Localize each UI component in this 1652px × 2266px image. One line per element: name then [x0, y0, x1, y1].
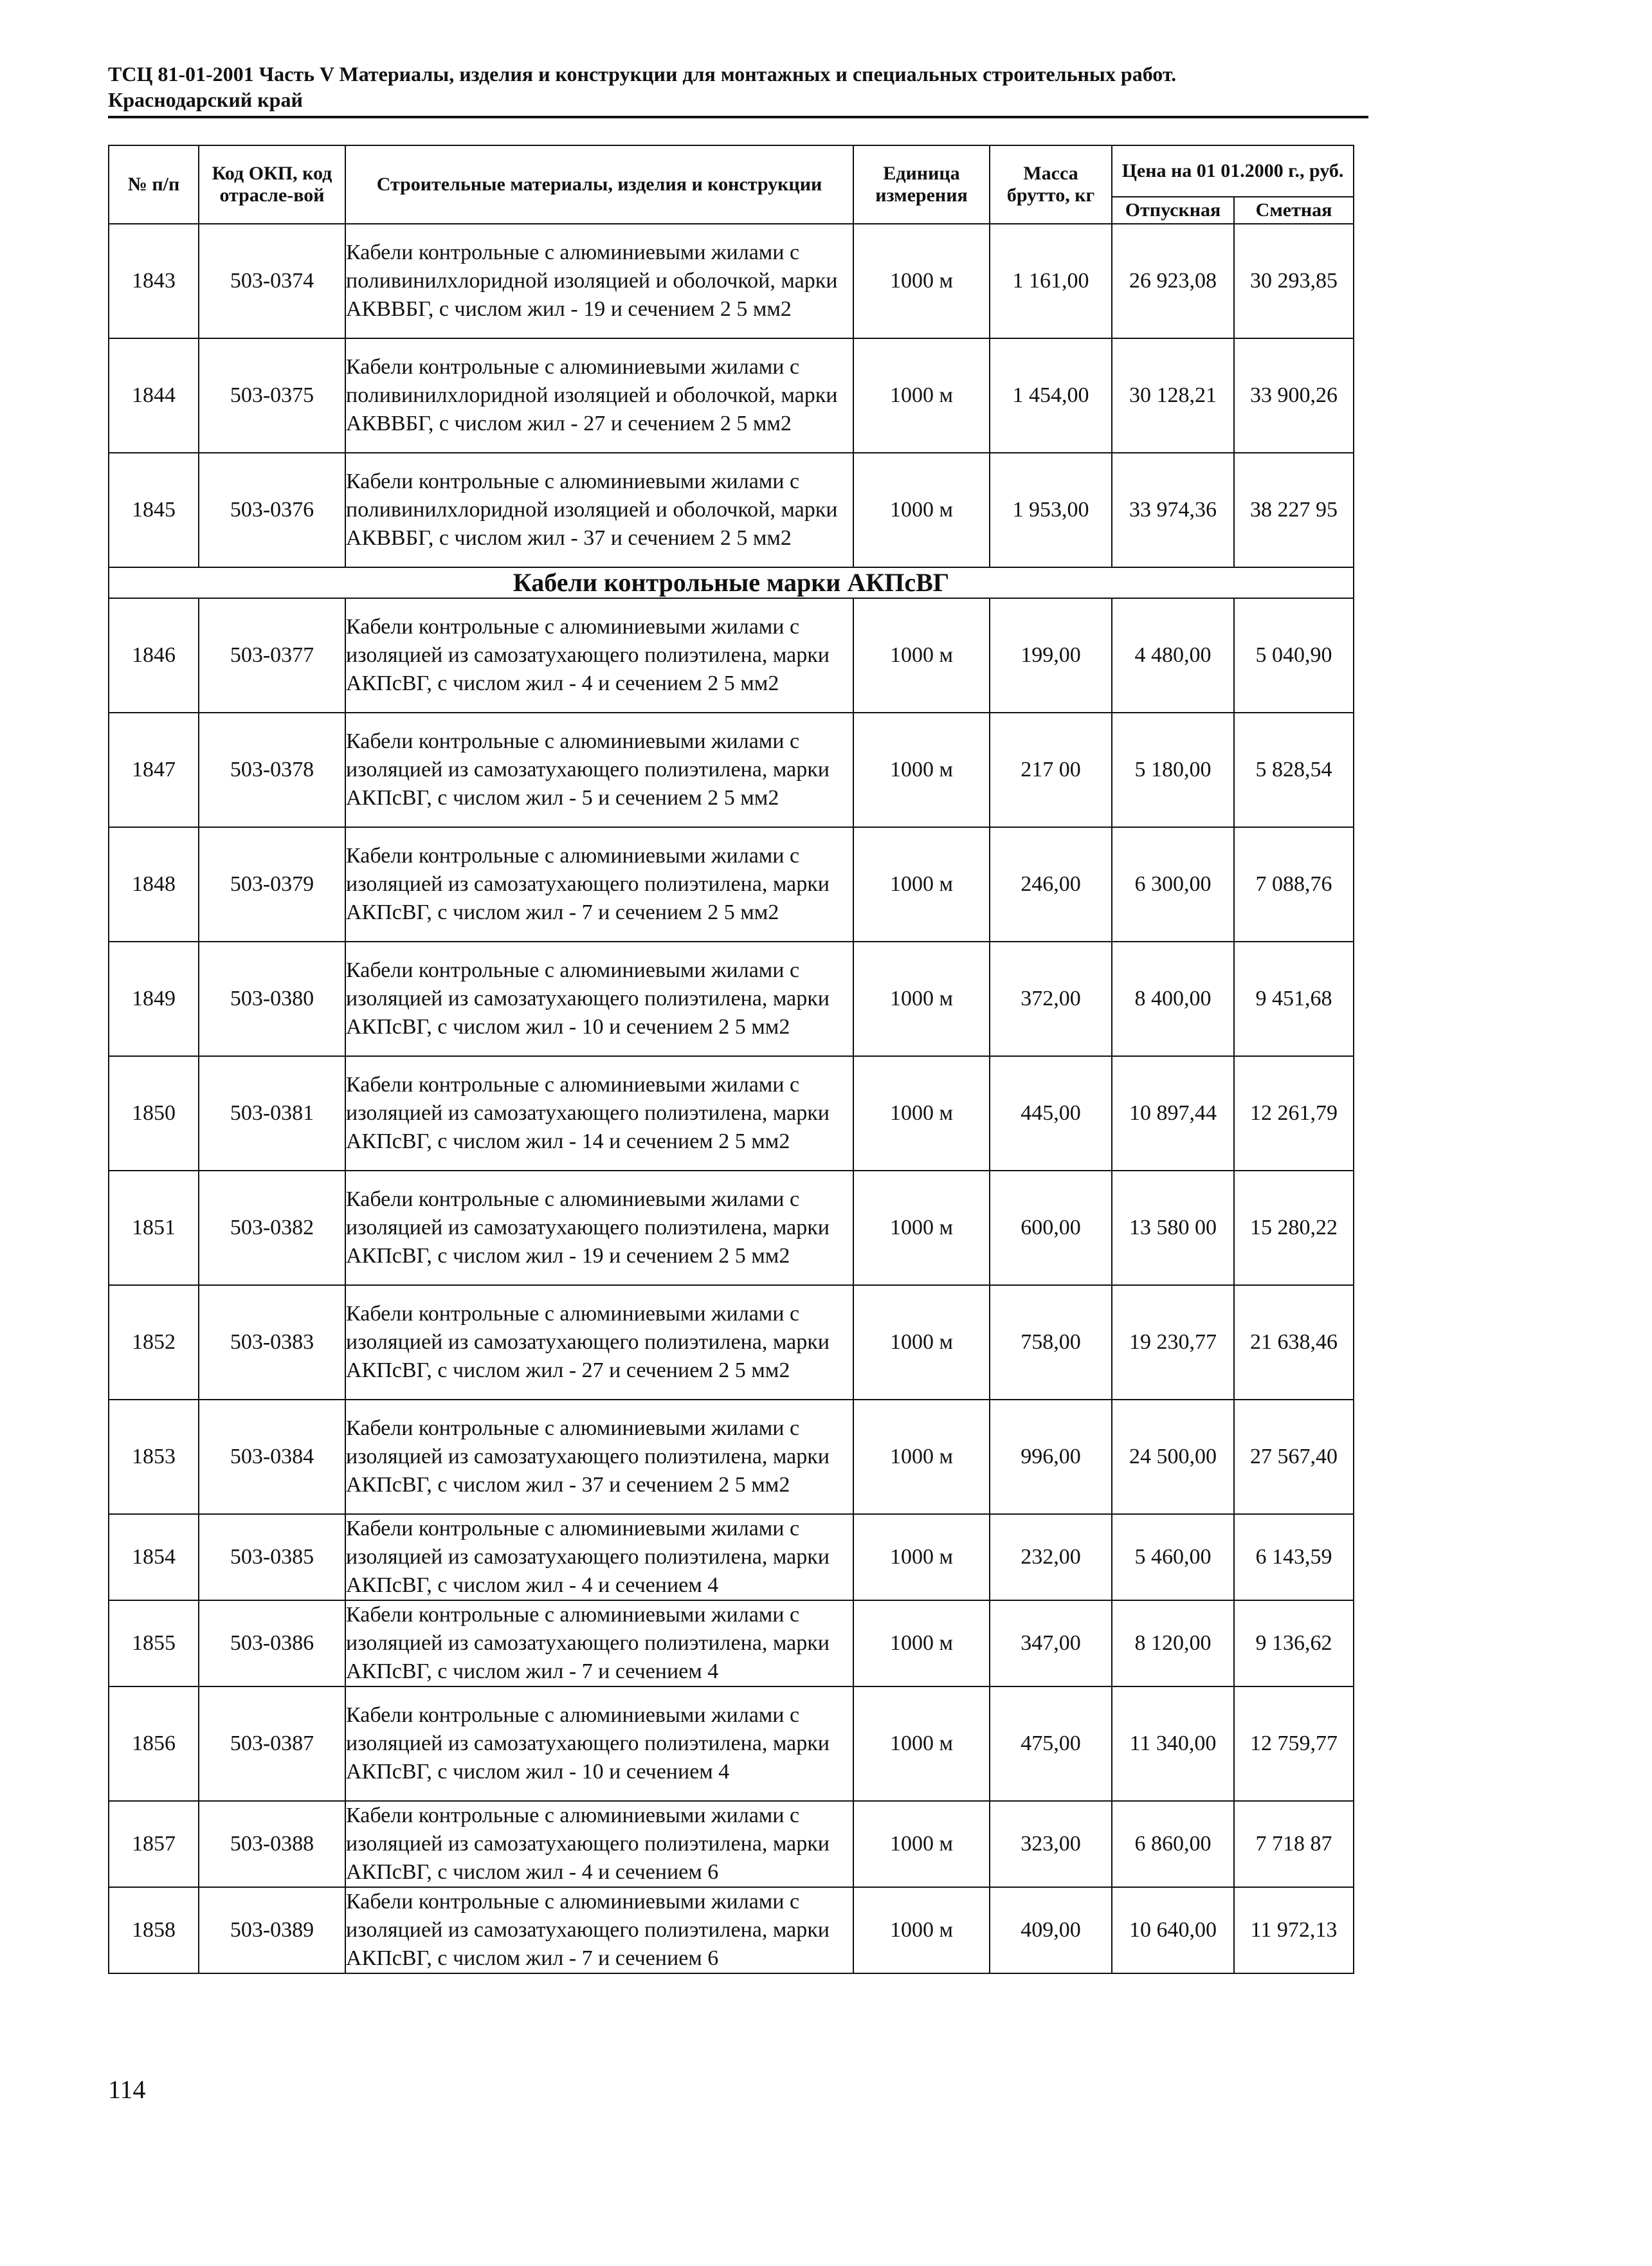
row-estimate-price: 9 136,62: [1234, 1600, 1354, 1686]
row-release-price: 6 300,00: [1112, 827, 1234, 942]
row-estimate-price: 15 280,22: [1234, 1171, 1354, 1285]
table-row: [109, 1285, 1354, 1400]
table-row: [109, 1600, 1354, 1686]
col-header-estimate: Сметная: [1234, 197, 1354, 224]
row-mass: 1 161,00: [990, 224, 1112, 338]
row-mass: 199,00: [990, 598, 1112, 713]
header-region: Краснодарский край: [108, 88, 303, 111]
row-number: 1851: [109, 1171, 199, 1285]
row-mass: 445,00: [990, 1056, 1112, 1171]
col-header-unit: Единица измерения: [853, 145, 990, 224]
row-description: Кабели контрольные с алюминиевыми жилами с изоляцией из самозатухающего полиэтилена, марки АКПсВГ, с числом жил - 27 и сечением 2 5 мм2: [345, 1285, 853, 1400]
table-row: [109, 453, 1354, 567]
row-unit: 1000 м: [853, 453, 990, 567]
row-code: 503-0387: [199, 1686, 345, 1801]
row-estimate-price: 30 293,85: [1234, 224, 1354, 338]
row-mass: 409,00: [990, 1887, 1112, 1973]
row-description: Кабели контрольные с алюминиевыми жилами с изоляцией из самозатухающего полиэтилена, марки АКПсВГ, с числом жил - 37 и сечением 2 5 мм2: [345, 1400, 853, 1514]
row-unit: 1000 м: [853, 1400, 990, 1514]
row-code: 503-0381: [199, 1056, 345, 1171]
row-code: 503-0384: [199, 1400, 345, 1514]
row-code: 503-0380: [199, 942, 345, 1056]
table-row: [109, 942, 1354, 1056]
row-unit: 1000 м: [853, 1600, 990, 1686]
row-estimate-price: 21 638,46: [1234, 1285, 1354, 1400]
row-description: Кабели контрольные с алюминиевыми жилами с изоляцией из самозатухающего полиэтилена, марки АКПсВГ, с числом жил - 4 и сечением 2 5 мм2: [345, 598, 853, 713]
row-release-price: 24 500,00: [1112, 1400, 1234, 1514]
row-description: Кабели контрольные с алюминиевыми жилами с изоляцией из самозатухающего полиэтилена, марки АКПсВГ, с числом жил - 4 и сечением 4: [345, 1514, 853, 1600]
row-unit: 1000 м: [853, 224, 990, 338]
header-rule: [108, 116, 1368, 118]
table-row: [109, 1686, 1354, 1801]
row-mass: 1 953,00: [990, 453, 1112, 567]
row-mass: 600,00: [990, 1171, 1112, 1285]
row-number: 1847: [109, 713, 199, 827]
row-mass: 246,00: [990, 827, 1112, 942]
row-code: 503-0386: [199, 1600, 345, 1686]
row-release-price: 13 580 00: [1112, 1171, 1234, 1285]
row-estimate-price: 9 451,68: [1234, 942, 1354, 1056]
row-code: 503-0374: [199, 224, 345, 338]
table-section: [109, 567, 1354, 598]
row-number: 1853: [109, 1400, 199, 1514]
row-estimate-price: 33 900,26: [1234, 338, 1354, 453]
row-estimate-price: 27 567,40: [1234, 1400, 1354, 1514]
row-description: Кабели контрольные с алюминиевыми жилами с поливинилхлоридной изоляцией и оболочкой, марки АКВВБГ, с числом жил - 19 и сечением 2 5 мм2: [345, 224, 853, 338]
table-row: [109, 1056, 1354, 1171]
page-number: 114: [108, 2075, 146, 2104]
row-code: 503-0389: [199, 1887, 345, 1973]
row-estimate-price: 12 261,79: [1234, 1056, 1354, 1171]
row-number: 1844: [109, 338, 199, 453]
row-unit: 1000 м: [853, 1801, 990, 1887]
price-table: [108, 145, 1354, 1974]
row-unit: 1000 м: [853, 1514, 990, 1600]
row-description: Кабели контрольные с алюминиевыми жилами с поливинилхлоридной изоляцией и оболочкой, марки АКВВБГ, с числом жил - 37 и сечением 2 5 мм2: [345, 453, 853, 567]
header-title: ТСЦ 81-01-2001 Часть V Материалы, изделия и конструкции для монтажных и специальных строительных работ.: [108, 62, 1177, 86]
row-release-price: 10 897,44: [1112, 1056, 1234, 1171]
row-description: Кабели контрольные с алюминиевыми жилами с изоляцией из самозатухающего полиэтилена, марки АКПсВГ, с числом жил - 4 и сечением 6: [345, 1801, 853, 1887]
row-unit: 1000 м: [853, 1171, 990, 1285]
col-header-price: Цена на 01 01.2000 г., руб.: [1112, 145, 1354, 197]
row-release-price: 5 460,00: [1112, 1514, 1234, 1600]
row-mass: 323,00: [990, 1801, 1112, 1887]
document-header: [108, 61, 1368, 113]
row-code: 503-0377: [199, 598, 345, 713]
row-unit: 1000 м: [853, 1285, 990, 1400]
row-description: Кабели контрольные с алюминиевыми жилами с изоляцией из самозатухающего полиэтилена, марки АКПсВГ, с числом жил - 7 и сечением 4: [345, 1600, 853, 1686]
row-number: 1845: [109, 453, 199, 567]
row-mass: 232,00: [990, 1514, 1112, 1600]
col-header-code: Код ОКП, код отрасле-вой: [199, 145, 345, 224]
table-body-akvvbg: [109, 224, 1354, 567]
row-number: 1850: [109, 1056, 199, 1171]
row-unit: 1000 м: [853, 338, 990, 453]
row-estimate-price: 5 040,90: [1234, 598, 1354, 713]
row-unit: 1000 м: [853, 1887, 990, 1973]
table-row: [109, 598, 1354, 713]
row-estimate-price: 7 718 87: [1234, 1801, 1354, 1887]
row-code: 503-0378: [199, 713, 345, 827]
row-unit: 1000 м: [853, 598, 990, 713]
row-description: Кабели контрольные с алюминиевыми жилами с изоляцией из самозатухающего полиэтилена, марки АКПсВГ, с числом жил - 10 и сечением 2 5 мм2: [345, 942, 853, 1056]
row-estimate-price: 6 143,59: [1234, 1514, 1354, 1600]
table-row: [109, 1801, 1354, 1887]
row-number: 1858: [109, 1887, 199, 1973]
row-estimate-price: 38 227 95: [1234, 453, 1354, 567]
row-release-price: 26 923,08: [1112, 224, 1234, 338]
row-release-price: 30 128,21: [1112, 338, 1234, 453]
col-header-name: Строительные материалы, изделия и конструкции: [345, 145, 853, 224]
row-description: Кабели контрольные с алюминиевыми жилами с изоляцией из самозатухающего полиэтилена, марки АКПсВГ, с числом жил - 14 и сечением 2 5 мм2: [345, 1056, 853, 1171]
row-number: 1857: [109, 1801, 199, 1887]
table-row: [109, 1514, 1354, 1600]
row-mass: 372,00: [990, 942, 1112, 1056]
row-code: 503-0375: [199, 338, 345, 453]
row-description: Кабели контрольные с алюминиевыми жилами с изоляцией из самозатухающего полиэтилена, марки АКПсВГ, с числом жил - 10 и сечением 4: [345, 1686, 853, 1801]
row-unit: 1000 м: [853, 827, 990, 942]
row-description: Кабели контрольные с алюминиевыми жилами с изоляцией из самозатухающего полиэтилена, марки АКПсВГ, с числом жил - 7 и сечением 2 5 мм2: [345, 827, 853, 942]
row-number: 1855: [109, 1600, 199, 1686]
row-number: 1846: [109, 598, 199, 713]
row-mass: 217 00: [990, 713, 1112, 827]
row-mass: 758,00: [990, 1285, 1112, 1400]
row-release-price: 8 400,00: [1112, 942, 1234, 1056]
row-description: Кабели контрольные с алюминиевыми жилами с изоляцией из самозатухающего полиэтилена, марки АКПсВГ, с числом жил - 19 и сечением 2 5 мм2: [345, 1171, 853, 1285]
table-row: [109, 713, 1354, 827]
row-number: 1848: [109, 827, 199, 942]
table-body-akpsvg-6: [109, 1801, 1354, 1973]
row-number: 1852: [109, 1285, 199, 1400]
row-release-price: 19 230,77: [1112, 1285, 1234, 1400]
col-header-mass: Масса брутто, кг: [990, 145, 1112, 224]
row-description: Кабели контрольные с алюминиевыми жилами с изоляцией из самозатухающего полиэтилена, марки АКПсВГ, с числом жил - 7 и сечением 6: [345, 1887, 853, 1973]
col-header-num: № п/п: [109, 145, 199, 224]
row-code: 503-0385: [199, 1514, 345, 1600]
row-estimate-price: 5 828,54: [1234, 713, 1354, 827]
table-row: [109, 1400, 1354, 1514]
row-code: 503-0379: [199, 827, 345, 942]
table-row: [109, 338, 1354, 453]
row-release-price: 10 640,00: [1112, 1887, 1234, 1973]
row-estimate-price: 7 088,76: [1234, 827, 1354, 942]
row-code: 503-0382: [199, 1171, 345, 1285]
table-row: [109, 827, 1354, 942]
row-estimate-price: 12 759,77: [1234, 1686, 1354, 1801]
col-header-release: Отпускная: [1112, 197, 1234, 224]
table-row: [109, 1171, 1354, 1285]
row-number: 1849: [109, 942, 199, 1056]
row-unit: 1000 м: [853, 942, 990, 1056]
table-body-akpsvg-4b: [109, 1686, 1354, 1801]
table-body-akpsvg-4: [109, 1514, 1354, 1686]
row-number: 1854: [109, 1514, 199, 1600]
row-unit: 1000 м: [853, 1056, 990, 1171]
row-description: Кабели контрольные с алюминиевыми жилами с изоляцией из самозатухающего полиэтилена, марки АКПсВГ, с числом жил - 5 и сечением 2 5 мм2: [345, 713, 853, 827]
row-release-price: 6 860,00: [1112, 1801, 1234, 1887]
table-row: [109, 1887, 1354, 1973]
row-mass: 996,00: [990, 1400, 1112, 1514]
row-release-price: 33 974,36: [1112, 453, 1234, 567]
row-number: 1843: [109, 224, 199, 338]
row-release-price: 5 180,00: [1112, 713, 1234, 827]
row-estimate-price: 11 972,13: [1234, 1887, 1354, 1973]
row-code: 503-0388: [199, 1801, 345, 1887]
row-mass: 475,00: [990, 1686, 1112, 1801]
row-code: 503-0376: [199, 453, 345, 567]
section-title: Кабели контрольные марки АКПсВГ: [109, 567, 1354, 598]
row-unit: 1000 м: [853, 713, 990, 827]
row-mass: 347,00: [990, 1600, 1112, 1686]
row-mass: 1 454,00: [990, 338, 1112, 453]
row-release-price: 8 120,00: [1112, 1600, 1234, 1686]
row-release-price: 4 480,00: [1112, 598, 1234, 713]
row-description: Кабели контрольные с алюминиевыми жилами с поливинилхлоридной изоляцией и оболочкой, марки АКВВБГ, с числом жил - 27 и сечением 2 5 мм2: [345, 338, 853, 453]
row-code: 503-0383: [199, 1285, 345, 1400]
row-number: 1856: [109, 1686, 199, 1801]
table-row: [109, 224, 1354, 338]
table-body-akpsvg: [109, 598, 1354, 1514]
row-release-price: 11 340,00: [1112, 1686, 1234, 1801]
row-unit: 1000 м: [853, 1686, 990, 1801]
